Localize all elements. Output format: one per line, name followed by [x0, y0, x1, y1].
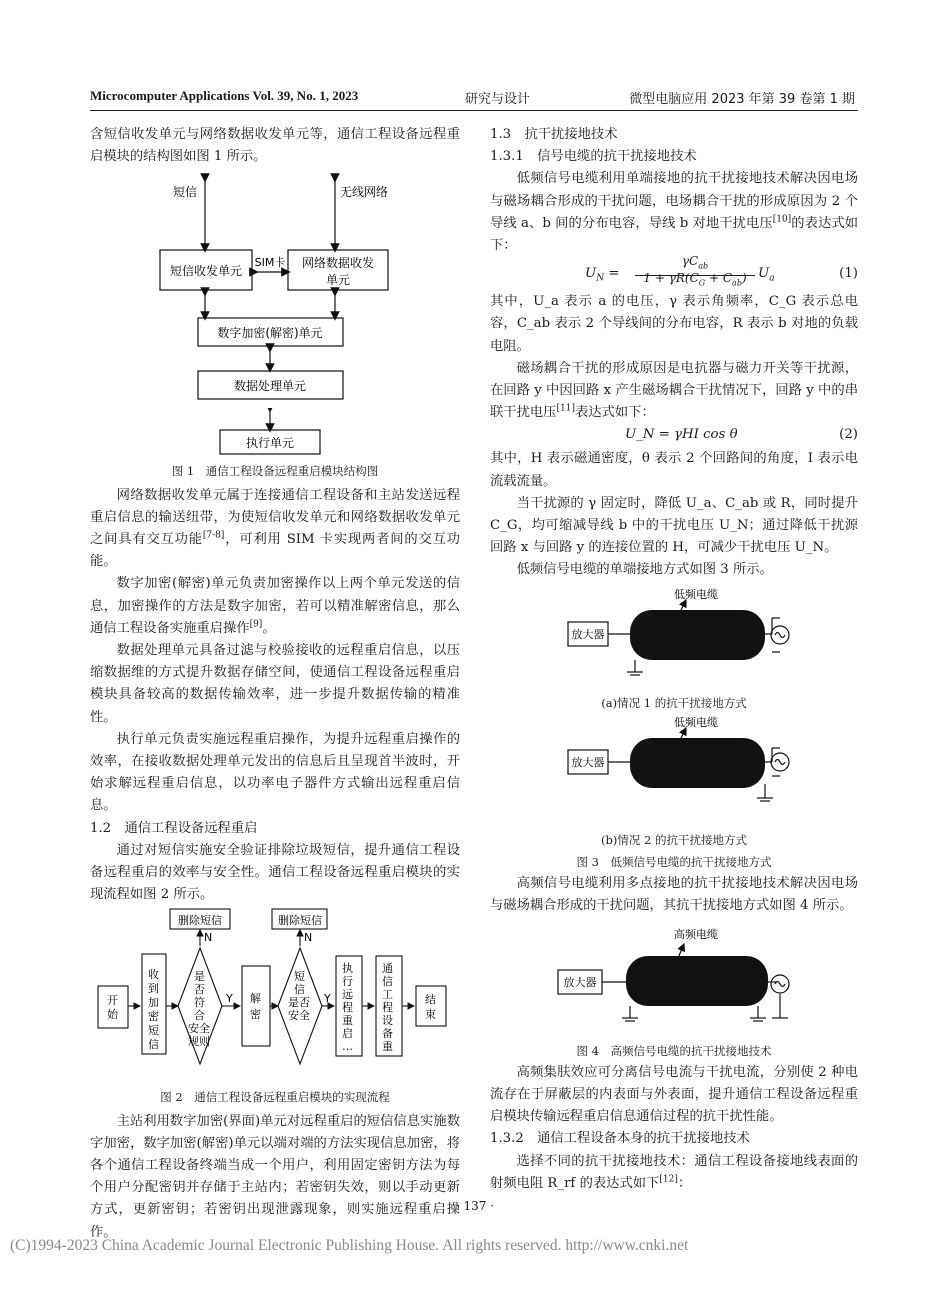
figure-4-diagram — [490, 918, 858, 1040]
section-heading-1-3-2: 1.3.2 通信工程设备本身的抗干扰接地技术 — [490, 1131, 750, 1147]
section-heading-1-2: 1.2 通信工程设备远程重启 — [90, 820, 258, 836]
fc-safe-text: 短信是否安全 — [288, 970, 310, 1023]
fc-delete-2: 删除短信 — [278, 914, 322, 928]
fc-n-1: N — [204, 931, 213, 945]
right-column — [490, 124, 858, 1195]
fc-device-text: 通信工程设备重 — [382, 962, 393, 1054]
fig3a-amp-label: 放大器 — [571, 627, 605, 641]
fc-delete-1: 删除短信 — [178, 914, 222, 928]
section-heading-1-3: 1.3 抗干扰接地技术 — [490, 127, 618, 142]
net-unit-label-1: 网络数据收发 — [301, 256, 375, 271]
paragraph: 高频集肤效应可分离信号电流与干扰电流，分别使 2 种电流存在于屏蔽层的内表面与外表面，提升通信工程设备远程重启模块传输远程重启信息通信过程的抗干扰性能。 — [490, 1064, 858, 1125]
header-rule — [90, 110, 858, 111]
paragraph: 含短信收发单元与网络数据收发单元等，通信工程设备远程重启模块的结构图如图 1 所示。 — [90, 127, 460, 165]
figure-2-caption: 图 2 通信工程设备远程重启模块的实现流程 — [160, 1090, 390, 1105]
fc-start-text: 开始 — [107, 994, 118, 1022]
fc-recv-text: 收到加密短信 — [148, 968, 159, 1052]
paragraph: 通过对短信实施安全验证排除垃圾短信，提升通信工程设备远程重启的效率与安全性。通信工程设备远程重启模块的实现流程如图 2 所示。 — [90, 842, 460, 903]
paragraph: 主站利用数字加密(界面)单元对远程重启的短信信息实施数字加密，数字加密(解密)单元以端对端的方法实现信息加密，将各个通信工程设备终端当成一个用户，利用固定密钥方法为每个用户分配密钥并存储于主站内；若密钥失效，则以手动更新方式，更新密钥；若密钥出现泄露现象，则实施远程重启操作。 — [90, 1113, 460, 1240]
sms-label: 短信 — [173, 185, 198, 200]
fc-exec-text: 执行远程重启… — [342, 962, 353, 1054]
paragraph: 当干扰源的 γ 固定时，降低 U_a、C_ab 或 R，同时提升 C_G，均可缩减导线 b 中的干扰电压 U_N；通过降低干扰源回路 x 与回路 y 的连接位置的 H，可减少干扰电压 U_N。 — [490, 495, 858, 556]
paragraph: 选择不同的抗干扰接地技术：通信工程设备接地线表面的射频电阻 R_rf 的表达式如下[12]： — [490, 1153, 858, 1191]
wireless-label: 无线网络 — [340, 185, 389, 200]
paragraph: 其中，U_a 表示 a 的电压，γ 表示角频率，C_G 表示总电容，C_ab 表示 2 个导线间的分布电容，R 表示 b 对地的负载电阻。 — [490, 294, 858, 354]
fc-rule-text: 是否符合安全规则 — [188, 970, 210, 1049]
page-number: · 137 · — [455, 1199, 495, 1213]
fig3b-amp-label: 放大器 — [571, 755, 605, 769]
sms-unit-label: 短信收发单元 — [169, 264, 243, 279]
fc-y-2: Y — [324, 992, 331, 1006]
paragraph: 执行单元负责实施远程重启操作，为提升远程重启操作的效率，在接收数据处理单元发出的信息后且呈现首半波时，开始求解远程重启信息，以功率电子器件方式输出远程重启信息。 — [90, 731, 460, 814]
paragraph: 低频信号电缆利用单端接地的抗干扰接地技术解决因电场与磁场耦合形成的干扰问题，电场耦合干扰的形成原因为 2 个导线 a、b 间的分布电容，导线 b 对地干扰电压[10]的表达式如下： — [490, 171, 858, 254]
fig4-cable-label: 高频电缆 — [674, 927, 718, 941]
equation-1: $U_N$ = $\gamma C_{ab}$ $1 + \gamma R(C_G + C_{ab})$ $U_a$ (1) — [585, 254, 858, 288]
fc-y-1: Y — [226, 992, 233, 1006]
figure-1-block-diagram — [90, 168, 460, 408]
paragraph: 其中，H 表示磁通密度，θ 表示 2 个回路间的角度，I 表示电流载流量。 — [490, 451, 858, 489]
paragraph: 低频信号电缆的单端接地方式如图 3 所示。 — [516, 562, 773, 578]
equation-2: U_N = γHI cos θ (2) — [625, 427, 858, 443]
figure-3a-diagram — [490, 582, 858, 692]
left-column — [90, 124, 460, 1244]
fig3b-cable-label: 低频电缆 — [674, 715, 718, 729]
paragraph: 网络数据收发单元属于连接通信工程设备和主站发送远程重启信息的输送纽带，为使短信收发单元和网络数据收发单元之间具有交互功能[7-8]，可利用 SIM 卡实现两者间的交互功能。 — [90, 487, 461, 570]
figure-3-caption: 图 3 低频信号电缆的抗干扰接地方式 — [576, 855, 772, 870]
figure-4-caption: 图 4 高频信号电缆的抗干扰接地技术 — [576, 1043, 772, 1058]
figure-3a-caption: (a)情况 1 的抗干扰接地方式 — [601, 695, 747, 710]
figure-1-caption: 图 1 通信工程设备远程重启模块结构图 — [171, 464, 379, 479]
copyright-line: (C)1994-2023 China Academic Journal Electronic Publishing House. All rights reserved. http://www.cnki.net — [10, 1237, 689, 1254]
paragraph: 高频信号电缆利用多点接地的抗干扰接地技术解决因电场与磁场耦合形成的干扰问题，其抗干扰接地方式如图 4 所示。 — [490, 876, 858, 914]
figure-1-exec — [90, 408, 460, 458]
journal-name-en: Microcomputer Applications Vol. 39, No. 1, 2023 — [90, 88, 359, 103]
fc-decrypt-text: 解密 — [250, 992, 261, 1022]
paragraph: 磁场耦合干扰的形成原因是电抗器与磁力开关等干扰源，在回路 y 中因回路 x 产生磁场耦合干扰情况下，回路 y 中的串联干扰电压[11]表达式如下： — [490, 360, 858, 421]
net-unit-label-2: 单元 — [325, 273, 351, 288]
figure-3b-caption: (b)情况 2 的抗干扰接地方式 — [601, 832, 747, 847]
fig3a-cable-label: 低频电缆 — [674, 587, 718, 601]
paragraph: 数据处理单元具备过滤与校验接收的远程重启信息，以压缩数据维的方式提升数据存储空间，使通信工程设备远程重启模块具备较高的数据传输效率，进一步提升数据传输的精准性。 — [90, 643, 460, 725]
sim-label: SIM卡 — [254, 256, 286, 270]
exec-unit-label: 执行单元 — [245, 436, 295, 451]
figure-2-flowchart — [90, 906, 460, 1086]
journal-name-cn: 微型电脑应用 2023 年第 39 卷第 1 期 — [629, 92, 855, 107]
fc-end-text: 结束 — [425, 993, 436, 1022]
fig4-amp-label: 放大器 — [563, 975, 597, 989]
section-heading-1-3-1: 1.3.1 信号电缆的抗干扰接地技术 — [490, 149, 697, 165]
dataproc-unit-label: 数据处理单元 — [233, 379, 307, 394]
paragraph: 数字加密(解密)单元负责加密操作以上两个单元发送的信息，加密操作的方法是数字加密，若可以精准解密信息，那么通信工程设备实施重启操作[9]。 — [90, 576, 460, 636]
figure-3b-diagram — [490, 714, 858, 829]
section-label: 研究与设计 — [465, 92, 531, 107]
encrypt-unit-label: 数字加密(解密)单元 — [217, 326, 323, 341]
fc-n-2: N — [304, 931, 313, 945]
